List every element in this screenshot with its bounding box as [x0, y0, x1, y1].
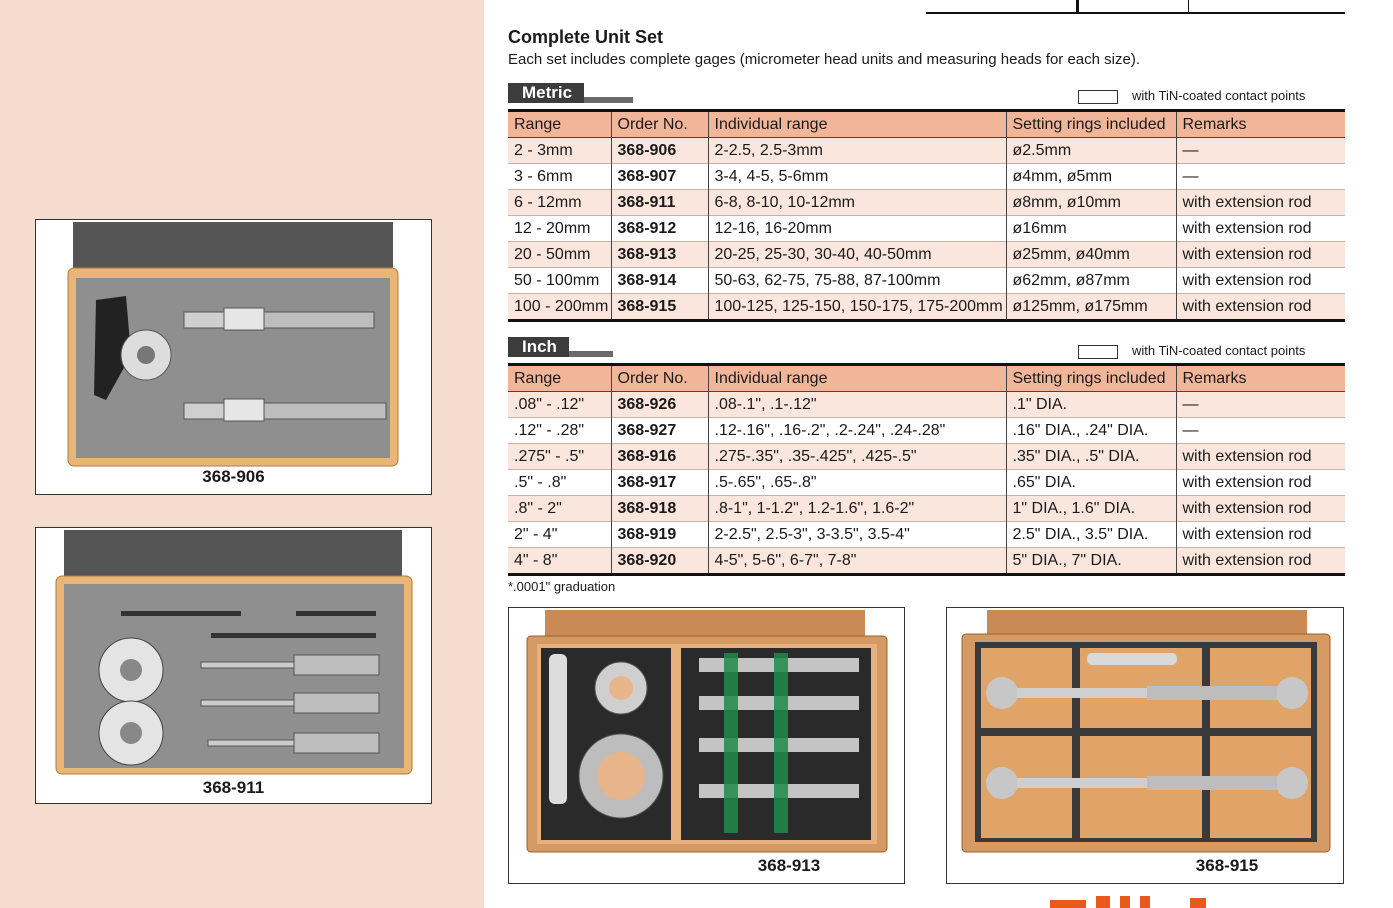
inch-header-row [508, 365, 1345, 392]
photo-368-906 [35, 219, 432, 495]
col-individual-range: Individual range [708, 111, 1006, 138]
tin-legend-swatch [1078, 345, 1118, 359]
table-row: 50 - 100mm 368-914 50-63, 62-75, 75-88, 87-100mm ø62mm, ø87mm with extension rod [508, 268, 1345, 294]
metric-header-row [508, 111, 1345, 138]
col-remarks: Remarks [1176, 365, 1345, 392]
section-description: Each set includes complete gages (micrometer head units and measuring heads for each size). [508, 51, 1140, 68]
inch-table [508, 363, 1345, 576]
photo-caption-368-913: 368-913 [757, 856, 821, 875]
inch-tin-note: with TiN-coated contact points [1078, 343, 1305, 359]
photo-caption-368-915: 368-915 [1195, 856, 1259, 875]
brand-logo-fragment [1050, 896, 1220, 908]
col-individual-range: Individual range [708, 365, 1006, 392]
photo-368-911 [35, 527, 432, 804]
table-row: 4" - 8" 368-920 4-5", 5-6", 6-7", 7-8" 5" DIA., 7" DIA. with extension rod [508, 548, 1345, 575]
metric-tin-note: with TiN-coated contact points [1078, 88, 1305, 104]
table-row: 2" - 4" 368-919 2-2.5", 2.5-3", 3-3.5", 3.5-4" 2.5" DIA., 3.5" DIA. with extension rod [508, 522, 1345, 548]
table-row: .08" - .12" 368-926 .08-.1", .1-.12" .1" DIA. — [508, 392, 1345, 418]
inch-tab-label: Inch [508, 337, 569, 357]
table-row: 6 - 12mm 368-911 6-8, 8-10, 10-12mm ø8mm, ø10mm with extension rod [508, 190, 1345, 216]
table-row: .12" - .28" 368-927 .12-.16", .16-.2", .2-.24", .24-.28" .16" DIA., .24" DIA. — [508, 418, 1345, 444]
col-setting-rings: Setting rings included [1006, 365, 1176, 392]
metric-table [508, 109, 1345, 322]
col-range: Range [508, 365, 611, 392]
col-remarks: Remarks [1176, 111, 1345, 138]
tin-legend-swatch [1078, 90, 1118, 104]
inch-tab [508, 337, 613, 357]
previous-table-remnant [926, 0, 1345, 14]
table-row: 2 - 3mm 368-906 2-2.5, 2.5-3mm ø2.5mm — [508, 138, 1345, 164]
table-row: 20 - 50mm 368-913 20-25, 25-30, 30-40, 40-50mm ø25mm, ø40mm with extension rod [508, 242, 1345, 268]
case-illustration-368-911 [36, 528, 431, 778]
col-order-no: Order No. [611, 365, 708, 392]
col-range: Range [508, 111, 611, 138]
col-setting-rings: Setting rings included [1006, 111, 1176, 138]
table-row: .275" - .5" 368-916 .275-.35", .35-.425", .425-.5" .35" DIA., .5" DIA. with extension rod [508, 444, 1345, 470]
col-order-no: Order No. [611, 111, 708, 138]
photo-caption-368-911: 368-911 [202, 778, 265, 797]
table-row: 3 - 6mm 368-907 3-4, 4-5, 5-6mm ø4mm, ø5mm — [508, 164, 1345, 190]
case-illustration-368-915 [947, 608, 1343, 858]
table-row: .8" - 2" 368-918 .8-1", 1-1.2", 1.2-1.6", 1.6-2" 1" DIA., 1.6" DIA. with extension rod [508, 496, 1345, 522]
photo-368-913 [508, 607, 905, 884]
photo-368-915 [946, 607, 1344, 884]
metric-tab-label: Metric [508, 83, 584, 103]
case-illustration-368-906 [36, 220, 431, 468]
metric-tab [508, 83, 633, 103]
table-row: .5" - .8" 368-917 .5-.65", .65-.8" .65" DIA. with extension rod [508, 470, 1345, 496]
graduation-footnote: *.0001" graduation [508, 579, 616, 594]
case-illustration-368-913 [509, 608, 904, 858]
table-row: 100 - 200mm 368-915 100-125, 125-150, 150-175, 175-200mm ø125mm, ø175mm with extension rod [508, 294, 1345, 321]
table-row: 12 - 20mm 368-912 12-16, 16-20mm ø16mm with extension rod [508, 216, 1345, 242]
photo-caption-368-906: 368-906 [202, 467, 265, 486]
section-title: Complete Unit Set [508, 27, 664, 47]
